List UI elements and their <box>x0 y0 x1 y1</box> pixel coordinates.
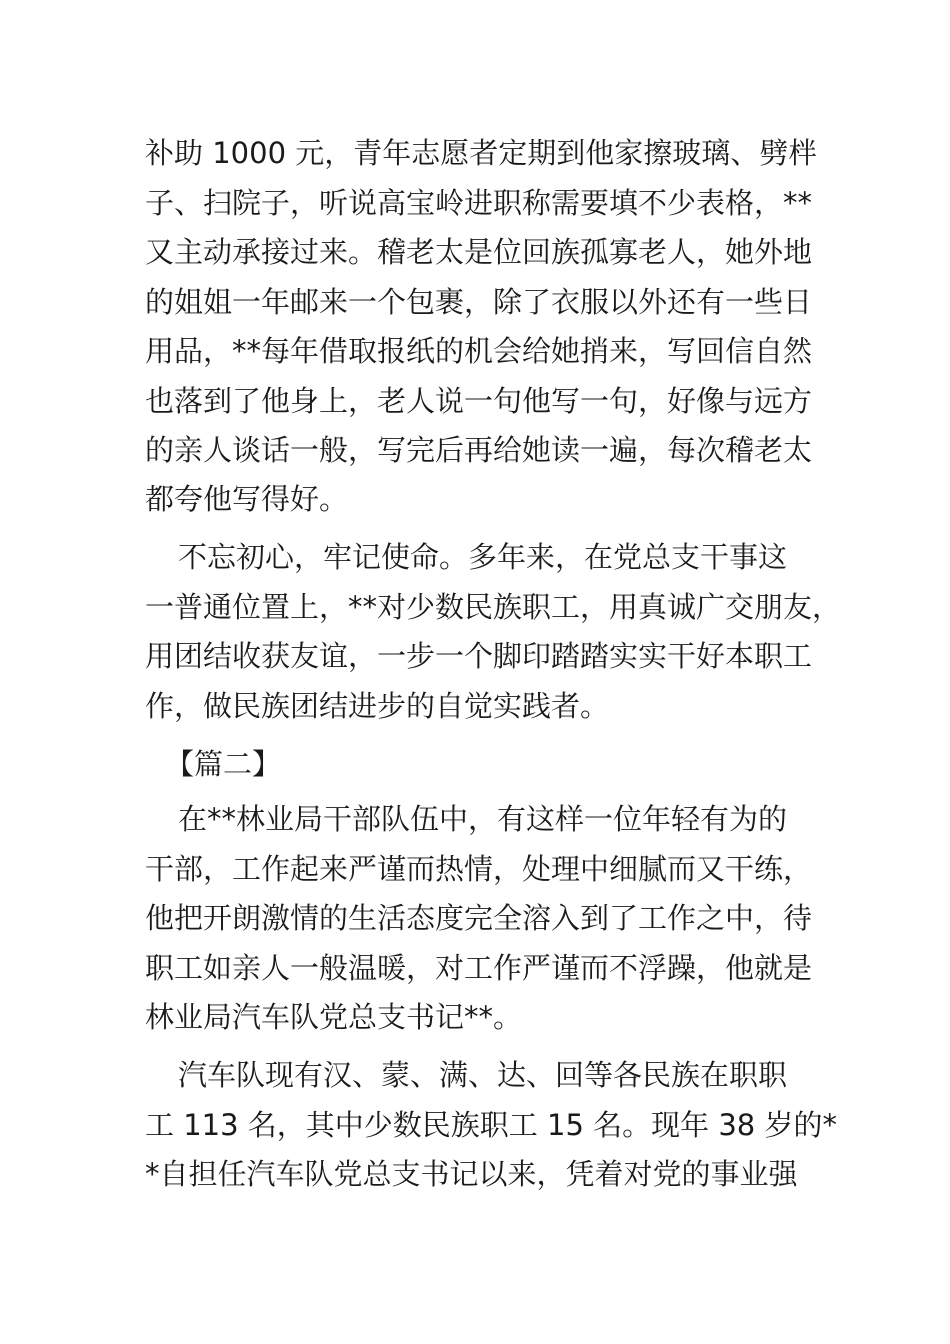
paragraph-3-line-2: 干部，工作起来严谨而热情，处理中细腻而又干练， <box>145 852 813 886</box>
section-heading: 【篇二】 <box>165 747 282 781</box>
paragraph-1-line-8: 都夸他写得好。 <box>145 482 349 516</box>
paragraph-3-line-4: 职工如亲人一般温暖，对工作严谨而不浮躁，他就是 <box>145 951 813 985</box>
paragraph-2-line-4: 作，做民族团结进步的自觉实践者。 <box>145 689 610 723</box>
paragraph-4-line-3: *自担任汽车队党总支书记以来，凭着对党的事业强 <box>145 1157 798 1191</box>
paragraph-3-line-3: 他把开朗激情的生活态度完全溶入到了工作之中，待 <box>145 901 813 935</box>
paragraph-4-line-2: 工 113 名，其中少数民族职工 15 名。现年 38 岁的* <box>145 1108 837 1142</box>
paragraph-3-line-5: 林业局汽车队党总支书记**。 <box>145 1000 523 1034</box>
paragraph-2-line-1: 不忘初心，牢记使命。多年来，在党总支干事这 <box>178 540 788 574</box>
paragraph-1-line-2: 子、扫院子，听说高宝岭进职称需要填不少表格，** <box>145 186 813 220</box>
paragraph-1-line-7: 的亲人谈话一般，写完后再给她读一遍，每次稽老太 <box>145 433 813 467</box>
paragraph-3-line-1: 在**林业局干部队伍中，有这样一位年轻有为的 <box>178 802 788 836</box>
paragraph-1-line-3: 又主动承接过来。稽老太是位回族孤寡老人，她外地 <box>145 235 813 269</box>
paragraph-4-line-1: 汽车队现有汉、蒙、满、达、回等各民族在职职 <box>178 1058 788 1092</box>
paragraph-2-line-3: 用团结收获友谊，一步一个脚印踏踏实实干好本职工 <box>145 639 813 673</box>
paragraph-1-line-4: 的姐姐一年邮来一个包裹，除了衣服以外还有一些日 <box>145 285 813 319</box>
paragraph-2-line-2: 一普通位置上，**对少数民族职工，用真诚广交朋友， <box>145 590 842 624</box>
paragraph-1-line-6: 也落到了他身上，老人说一句他写一句，好像与远方 <box>145 384 813 418</box>
paragraph-1-line-1: 补助 1000 元，青年志愿者定期到他家擦玻璃、劈柈 <box>145 136 818 170</box>
paragraph-1-line-5: 用品，**每年借取报纸的机会给她捎来，写回信自然 <box>145 334 813 368</box>
